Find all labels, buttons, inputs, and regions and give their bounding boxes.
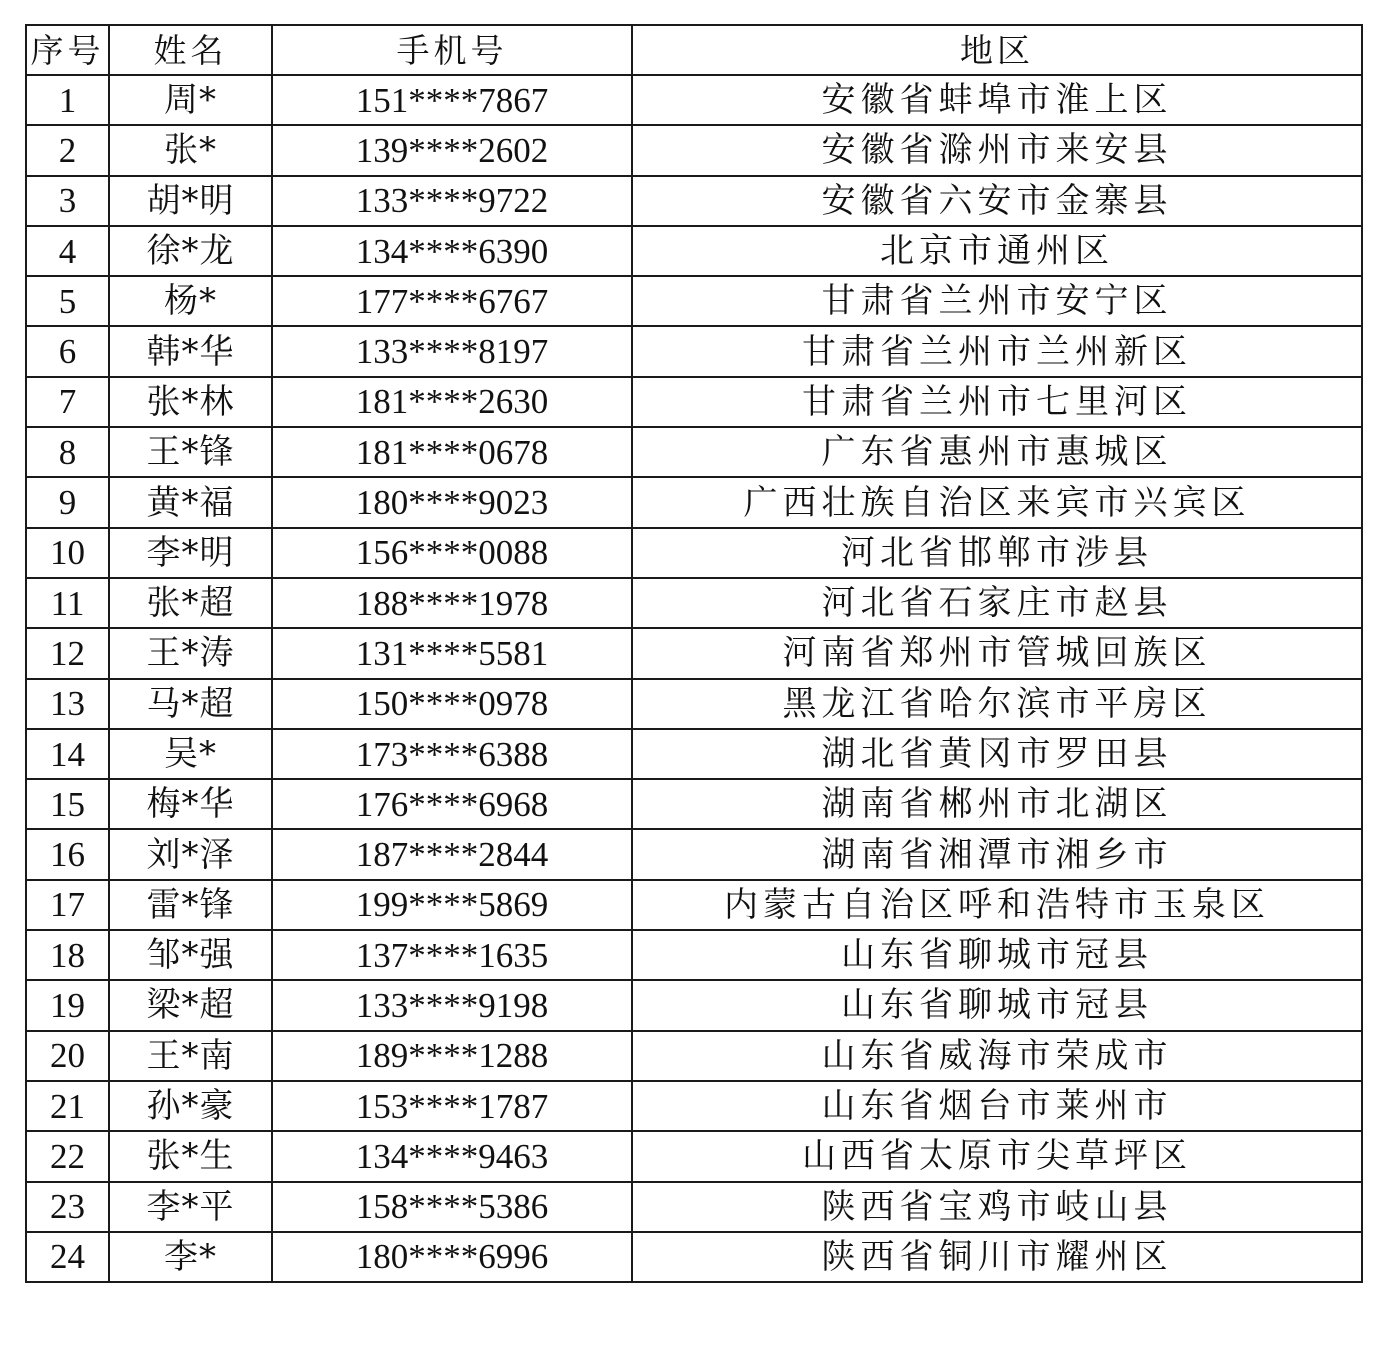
row-region: 黑龙江省哈尔滨市平房区 bbox=[632, 679, 1362, 729]
row-region: 山东省聊城市冠县 bbox=[632, 930, 1362, 980]
row-name: 张* bbox=[109, 125, 272, 175]
row-region: 陕西省铜川市耀州区 bbox=[632, 1232, 1362, 1282]
table-row bbox=[26, 1232, 1362, 1282]
row-number: 16 bbox=[26, 829, 109, 879]
row-phone: 177****6767 bbox=[272, 276, 632, 326]
row-region: 安徽省滁州市来安县 bbox=[632, 125, 1362, 175]
table-row bbox=[26, 1081, 1362, 1131]
row-number: 2 bbox=[26, 125, 109, 175]
row-region: 内蒙古自治区呼和浩特市玉泉区 bbox=[632, 880, 1362, 930]
row-number: 4 bbox=[26, 226, 109, 276]
table-row bbox=[26, 628, 1362, 678]
row-number: 9 bbox=[26, 477, 109, 527]
row-region: 广西壮族自治区来宾市兴宾区 bbox=[632, 477, 1362, 527]
table-row bbox=[26, 880, 1362, 930]
row-region: 陕西省宝鸡市岐山县 bbox=[632, 1182, 1362, 1232]
header-no: 序号 bbox=[26, 25, 109, 75]
row-phone: 180****6996 bbox=[272, 1232, 632, 1282]
row-number: 7 bbox=[26, 377, 109, 427]
header-name: 姓名 bbox=[109, 25, 272, 75]
row-name: 韩*华 bbox=[109, 326, 272, 376]
row-phone: 139****2602 bbox=[272, 125, 632, 175]
row-number: 15 bbox=[26, 779, 109, 829]
row-region: 广东省惠州市惠城区 bbox=[632, 427, 1362, 477]
row-name: 吴* bbox=[109, 729, 272, 779]
row-phone: 131****5581 bbox=[272, 628, 632, 678]
row-name: 李*平 bbox=[109, 1182, 272, 1232]
row-name: 张*超 bbox=[109, 578, 272, 628]
row-name: 李*明 bbox=[109, 528, 272, 578]
table-row bbox=[26, 276, 1362, 326]
row-name: 刘*泽 bbox=[109, 829, 272, 879]
table-row bbox=[26, 477, 1362, 527]
table-row bbox=[26, 176, 1362, 226]
row-number: 12 bbox=[26, 628, 109, 678]
table-row bbox=[26, 226, 1362, 276]
table-row bbox=[26, 377, 1362, 427]
row-phone: 181****0678 bbox=[272, 427, 632, 477]
row-name: 黄*福 bbox=[109, 477, 272, 527]
row-phone: 189****1288 bbox=[272, 1031, 632, 1081]
row-region: 甘肃省兰州市安宁区 bbox=[632, 276, 1362, 326]
row-name: 孙*豪 bbox=[109, 1081, 272, 1131]
row-number: 20 bbox=[26, 1031, 109, 1081]
row-phone: 133****9722 bbox=[272, 176, 632, 226]
row-phone: 134****9463 bbox=[272, 1131, 632, 1181]
table-body bbox=[26, 75, 1362, 1282]
row-phone: 150****0978 bbox=[272, 679, 632, 729]
row-region: 山东省烟台市莱州市 bbox=[632, 1081, 1362, 1131]
row-phone: 137****1635 bbox=[272, 930, 632, 980]
row-name: 梁*超 bbox=[109, 980, 272, 1030]
row-number: 24 bbox=[26, 1232, 109, 1282]
row-name: 李* bbox=[109, 1232, 272, 1282]
row-region: 北京市通州区 bbox=[632, 226, 1362, 276]
row-region: 河南省郑州市管城回族区 bbox=[632, 628, 1362, 678]
table-row bbox=[26, 980, 1362, 1030]
row-name: 杨* bbox=[109, 276, 272, 326]
row-phone: 173****6388 bbox=[272, 729, 632, 779]
row-number: 10 bbox=[26, 528, 109, 578]
table-row bbox=[26, 679, 1362, 729]
row-region: 山西省太原市尖草坪区 bbox=[632, 1131, 1362, 1181]
row-name: 张*生 bbox=[109, 1131, 272, 1181]
table-row bbox=[26, 1131, 1362, 1181]
row-phone: 153****1787 bbox=[272, 1081, 632, 1131]
row-region: 湖南省湘潭市湘乡市 bbox=[632, 829, 1362, 879]
row-name: 梅*华 bbox=[109, 779, 272, 829]
row-number: 5 bbox=[26, 276, 109, 326]
table-row bbox=[26, 930, 1362, 980]
row-phone: 199****5869 bbox=[272, 880, 632, 930]
table-row bbox=[26, 829, 1362, 879]
row-name: 胡*明 bbox=[109, 176, 272, 226]
table-row bbox=[26, 779, 1362, 829]
row-phone: 133****8197 bbox=[272, 326, 632, 376]
row-phone: 151****7867 bbox=[272, 75, 632, 125]
row-name: 王*锋 bbox=[109, 427, 272, 477]
row-phone: 134****6390 bbox=[272, 226, 632, 276]
row-phone: 188****1978 bbox=[272, 578, 632, 628]
row-region: 安徽省蚌埠市淮上区 bbox=[632, 75, 1362, 125]
winners-table bbox=[25, 24, 1363, 1283]
row-number: 18 bbox=[26, 930, 109, 980]
row-number: 11 bbox=[26, 578, 109, 628]
table-row bbox=[26, 1182, 1362, 1232]
row-name: 徐*龙 bbox=[109, 226, 272, 276]
row-name: 王*南 bbox=[109, 1031, 272, 1081]
row-number: 3 bbox=[26, 176, 109, 226]
table-row bbox=[26, 528, 1362, 578]
row-phone: 133****9198 bbox=[272, 980, 632, 1030]
table-row bbox=[26, 75, 1362, 125]
row-number: 17 bbox=[26, 880, 109, 930]
row-number: 21 bbox=[26, 1081, 109, 1131]
table-row bbox=[26, 578, 1362, 628]
row-number: 19 bbox=[26, 980, 109, 1030]
row-phone: 187****2844 bbox=[272, 829, 632, 879]
row-region: 山东省聊城市冠县 bbox=[632, 980, 1362, 1030]
table-row bbox=[26, 125, 1362, 175]
row-name: 雷*锋 bbox=[109, 880, 272, 930]
row-region: 湖北省黄冈市罗田县 bbox=[632, 729, 1362, 779]
row-phone: 180****9023 bbox=[272, 477, 632, 527]
row-number: 1 bbox=[26, 75, 109, 125]
row-region: 湖南省郴州市北湖区 bbox=[632, 779, 1362, 829]
row-name: 马*超 bbox=[109, 679, 272, 729]
header-region: 地区 bbox=[632, 25, 1362, 75]
row-phone: 176****6968 bbox=[272, 779, 632, 829]
row-region: 河北省石家庄市赵县 bbox=[632, 578, 1362, 628]
row-number: 13 bbox=[26, 679, 109, 729]
table-row bbox=[26, 427, 1362, 477]
row-name: 周* bbox=[109, 75, 272, 125]
row-name: 邹*强 bbox=[109, 930, 272, 980]
table-header-row bbox=[26, 25, 1362, 75]
row-number: 6 bbox=[26, 326, 109, 376]
row-name: 张*林 bbox=[109, 377, 272, 427]
table-row bbox=[26, 729, 1362, 779]
row-region: 山东省威海市荣成市 bbox=[632, 1031, 1362, 1081]
row-region: 甘肃省兰州市七里河区 bbox=[632, 377, 1362, 427]
row-region: 安徽省六安市金寨县 bbox=[632, 176, 1362, 226]
row-number: 8 bbox=[26, 427, 109, 477]
table-row bbox=[26, 326, 1362, 376]
row-phone: 181****2630 bbox=[272, 377, 632, 427]
table-row bbox=[26, 1031, 1362, 1081]
row-region: 甘肃省兰州市兰州新区 bbox=[632, 326, 1362, 376]
row-phone: 158****5386 bbox=[272, 1182, 632, 1232]
row-number: 14 bbox=[26, 729, 109, 779]
row-number: 23 bbox=[26, 1182, 109, 1232]
row-region: 河北省邯郸市涉县 bbox=[632, 528, 1362, 578]
row-phone: 156****0088 bbox=[272, 528, 632, 578]
row-number: 22 bbox=[26, 1131, 109, 1181]
row-name: 王*涛 bbox=[109, 628, 272, 678]
header-phone: 手机号 bbox=[272, 25, 632, 75]
